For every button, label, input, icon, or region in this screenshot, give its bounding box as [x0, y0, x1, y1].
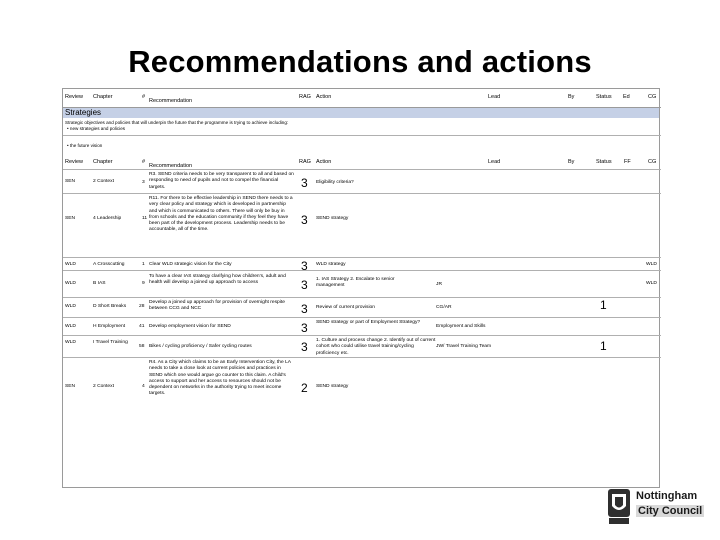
header-lead: Lead: [488, 159, 501, 165]
cell-action: WLD strategy: [316, 262, 346, 267]
cell-action: Eligibility criteria?: [316, 180, 354, 185]
cell-review: SEN: [65, 384, 76, 389]
page-title: Recommendations and actions: [128, 44, 592, 79]
cell-review: SEN: [65, 179, 76, 184]
cell-recommendation: R3. SEND criteria needs to be very transparent to all and based on responding to need of pupils and not to compel the financial targets.: [149, 172, 294, 190]
table-row: [63, 193, 661, 243]
header-action: Action: [316, 94, 332, 100]
cell-chapter: H Employment: [93, 324, 126, 329]
rag-rating: 3: [301, 321, 308, 335]
cell-recommendation: Develop a joined up approach for provision of overnight respite between CCG and NCC: [149, 300, 285, 312]
table-row: [63, 335, 661, 357]
cell-lead: Employment and Skills: [436, 324, 486, 329]
recommendations-table: [62, 88, 660, 488]
section-strategies: Strategies: [63, 108, 659, 118]
cell-chapter: D Short Breaks: [93, 304, 127, 309]
header-review: Review: [65, 94, 84, 100]
table-row: [63, 257, 661, 273]
header-status: Status: [596, 159, 612, 165]
cell-chapter: 2 Context: [93, 179, 114, 184]
table-row: [63, 317, 661, 335]
cell-review: WLD: [65, 324, 76, 329]
header-by: By: [568, 159, 575, 165]
cell-review: WLD: [65, 304, 76, 309]
cell-review: WLD: [65, 281, 76, 286]
cell-chapter: 2 Context: [93, 384, 114, 389]
header-number: #: [142, 94, 146, 100]
rag-rating: 3: [301, 302, 308, 316]
cell-review: SEN: [65, 216, 76, 221]
header-ed: Ed: [623, 94, 630, 100]
cell-recommendation: R11. For there to be effective leadership in SEND there needs to a very clear policy and strategy which is developed in partnership and which is communicated to others. There will only be buy in from schools and the education community if they feel they have been part of the development process. Leadership needs to be accountable, all of the time.: [149, 196, 293, 233]
rag-rating: 3: [301, 213, 308, 227]
cell-status: 1: [600, 298, 607, 312]
section-bullet: • new strategies and policies: [67, 126, 126, 131]
header-chapter: Chapter: [93, 159, 113, 165]
cell-action: SEND strategy or part of Employment Strategy?: [316, 320, 421, 325]
cell-lead: JR: [436, 282, 442, 287]
cell-number: 11: [142, 216, 148, 221]
header-number: #: [142, 159, 146, 165]
table-row: [63, 270, 661, 297]
header-review: Review: [65, 159, 84, 165]
cell-recommendation: Clear WLD strategic vision for the City: [149, 262, 232, 267]
rag-rating: 3: [301, 259, 308, 273]
header-by: By: [568, 94, 575, 100]
table-sub-header: [63, 159, 661, 169]
cell-lead: CG/AR: [436, 305, 452, 310]
header-recommendation: Recommendation: [149, 163, 193, 169]
cell-cg: WLD: [646, 281, 657, 286]
cell-status: 1: [600, 339, 607, 353]
cell-number: 3: [142, 180, 145, 185]
header-rag: RAG: [299, 94, 311, 100]
cell-action: SEND strategy: [316, 216, 349, 221]
rag-rating: 2: [301, 381, 308, 395]
cell-lead: JW/ Travel Training Team: [436, 344, 492, 349]
cell-chapter: A Crosscutting: [93, 262, 125, 267]
rag-rating: 3: [301, 340, 308, 354]
header-recommendation: Recommendation: [149, 98, 193, 104]
cell-review: WLD: [65, 340, 76, 345]
table-row: [63, 169, 661, 193]
cell-number: 58: [139, 344, 145, 349]
header-chapter: Chapter: [93, 94, 113, 100]
cell-number: 1: [142, 262, 145, 267]
cell-number: 28: [139, 304, 145, 309]
table-row: [63, 297, 661, 317]
cell-cg: WLD: [646, 262, 657, 267]
header-ff: FF: [624, 159, 631, 165]
cell-action: 1. IAS Strategy 2. Escalate to senior management: [316, 277, 395, 289]
cell-recommendation: R4. As a City which claims to be an Early Intervention City, the LA needs to take a close look at current policies and practices in SEND which one would argue go counter to this claim. A child's access to support and her access to resources should not be dependent on networks in the authority trying to meet income targets.: [149, 360, 291, 397]
cell-action: 1. Culture and process change 2. Identify out of current cohort who could utilise travel training/cycling proficiency etc.: [316, 338, 436, 356]
section-bullet: • the future vision: [67, 143, 103, 148]
cell-number: 9: [142, 281, 145, 286]
cell-chapter: I Travel Training: [93, 340, 128, 345]
cell-recommendation: Bikes / cycling proficiency / Safer cycling routes: [149, 344, 252, 349]
section-intro: Strategic objectives and policies that will underpin the future that the programme is trying to achieve including:: [65, 120, 289, 125]
cell-chapter: 4 Leadership: [93, 216, 122, 221]
cell-review: WLD: [65, 262, 76, 267]
header-cg: CG: [648, 94, 657, 100]
cell-number: 41: [139, 324, 145, 329]
cell-recommendation: Develop employment vision for SEND: [149, 324, 231, 329]
logo-text: City Council: [638, 505, 703, 517]
header-status: Status: [596, 94, 612, 100]
cell-number: 4: [142, 384, 145, 389]
rag-rating: 3: [301, 278, 308, 292]
cell-recommendation: To have a clear IAS strategy clarifying how children's, adult and health will develop a joined up approach to access: [149, 274, 286, 286]
cell-chapter: B IAS: [93, 281, 106, 286]
header-rag: RAG: [299, 159, 311, 165]
rag-rating: 3: [301, 176, 308, 190]
table-header: [63, 89, 661, 108]
table-row: [63, 357, 661, 413]
header-lead: Lead: [488, 94, 501, 100]
logo-text: Nottingham: [636, 490, 698, 502]
cell-action: SEND strategy: [316, 384, 349, 389]
cell-action: Review of current provision: [316, 305, 375, 310]
header-action: Action: [316, 159, 332, 165]
header-cg: CG: [648, 159, 657, 165]
